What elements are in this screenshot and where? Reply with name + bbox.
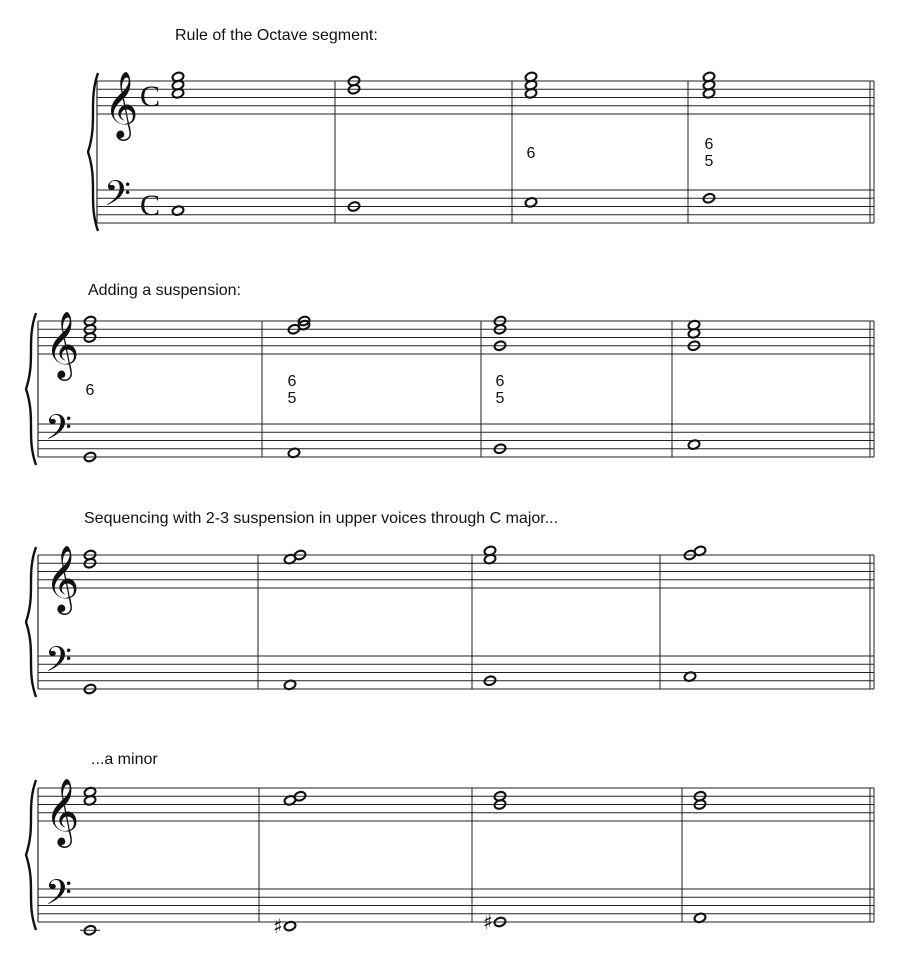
sharp-icon: ♯ (483, 910, 493, 934)
figured-bass-number: 5 (704, 153, 714, 170)
brace (26, 547, 36, 697)
caption-sequencing: Sequencing with 2-3 suspension in upper voices through C major... (84, 510, 559, 527)
bass-clef-icon: 𝄢 (45, 639, 73, 688)
treble-clef-icon: 𝄞 (45, 544, 80, 612)
treble-clef-icon: 𝄞 (45, 777, 80, 845)
sharp-icon: ♯ (273, 914, 283, 939)
figured-bass-number: 5 (495, 390, 505, 407)
brace (26, 313, 36, 465)
figured-bass-number: 6 (85, 382, 95, 399)
figured-bass-number: 6 (287, 373, 297, 390)
bass-clef-icon: 𝄢 (45, 407, 73, 456)
caption-rule-of-octave: Rule of the Octave segment: (175, 27, 378, 44)
system-4 (26, 777, 874, 938)
time-signature-treble: C (140, 79, 161, 113)
figured-bass-number: 6 (526, 145, 536, 162)
figured-bass-number: 6 (495, 373, 505, 390)
treble-clef-icon: 𝄞 (45, 310, 80, 378)
system-1 (88, 70, 874, 231)
brace (26, 780, 36, 930)
figured-bass-number: 6 (704, 136, 714, 153)
caption-adding-suspension: Adding a suspension: (88, 282, 241, 299)
bass-clef-icon: 𝄢 (104, 173, 132, 222)
caption-a-minor: ...a minor (91, 751, 158, 768)
treble-clef-icon: 𝄞 (104, 70, 139, 138)
figured-bass-number: 5 (287, 390, 297, 407)
system-2 (26, 310, 874, 465)
system-3 (26, 544, 874, 697)
bass-clef-icon: 𝄢 (45, 872, 73, 921)
time-signature-bass: C (140, 188, 161, 222)
